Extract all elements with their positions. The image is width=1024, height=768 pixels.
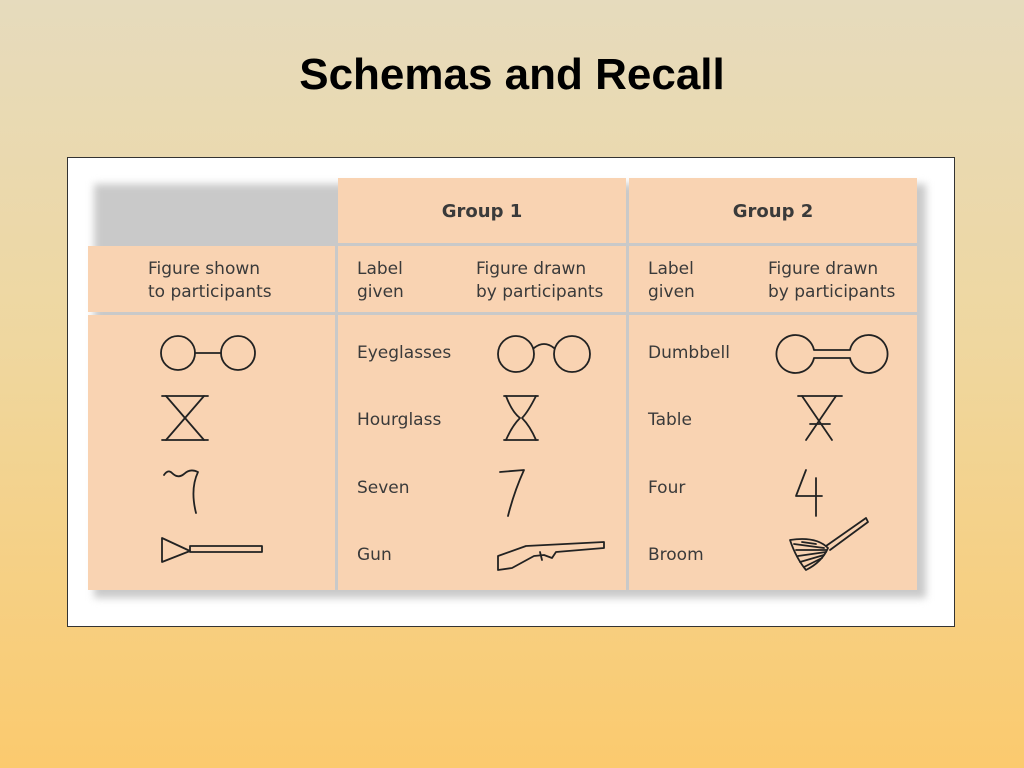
eyeglasses-drawing-icon	[496, 334, 596, 374]
group1-heading: Group 1	[441, 201, 523, 222]
table-drawing-icon	[796, 394, 846, 444]
gun-broom-original-icon	[160, 536, 266, 566]
group2-figure-drawn-heading: Figure drawn by participants	[768, 259, 896, 302]
slide-title: Schemas and Recall	[299, 50, 725, 99]
broom-drawing-icon	[786, 512, 872, 576]
group2-label-row2: Table	[648, 410, 692, 430]
group2-label-row3: Four	[648, 478, 686, 498]
group2-label-row4: Broom	[648, 545, 704, 565]
group2-label-heading: Label given	[648, 259, 695, 302]
gun-drawing-icon	[494, 538, 608, 574]
group1-label-heading: Label given	[357, 259, 404, 302]
group2-heading: Group 2	[732, 201, 814, 222]
group1-label-row3: Seven	[357, 478, 410, 498]
hourglass-drawing-icon	[500, 394, 542, 444]
figure-shown-heading: Figure shown to participants	[148, 259, 272, 302]
group1-label-row4: Gun	[357, 545, 392, 565]
group1-label-row2: Hourglass	[357, 410, 442, 430]
seven-four-original-icon	[162, 465, 206, 517]
seven-drawing-icon	[496, 466, 532, 520]
glasses-dumbbell-original-icon	[160, 334, 260, 374]
hourglass-table-original-icon	[160, 394, 212, 444]
dumbbell-drawing-icon	[788, 334, 888, 374]
group2-label-row1: Dumbbell	[648, 343, 730, 363]
group1-label-row1: Eyeglasses	[357, 343, 452, 363]
group1-figure-drawn-heading: Figure drawn by participants	[476, 259, 604, 302]
